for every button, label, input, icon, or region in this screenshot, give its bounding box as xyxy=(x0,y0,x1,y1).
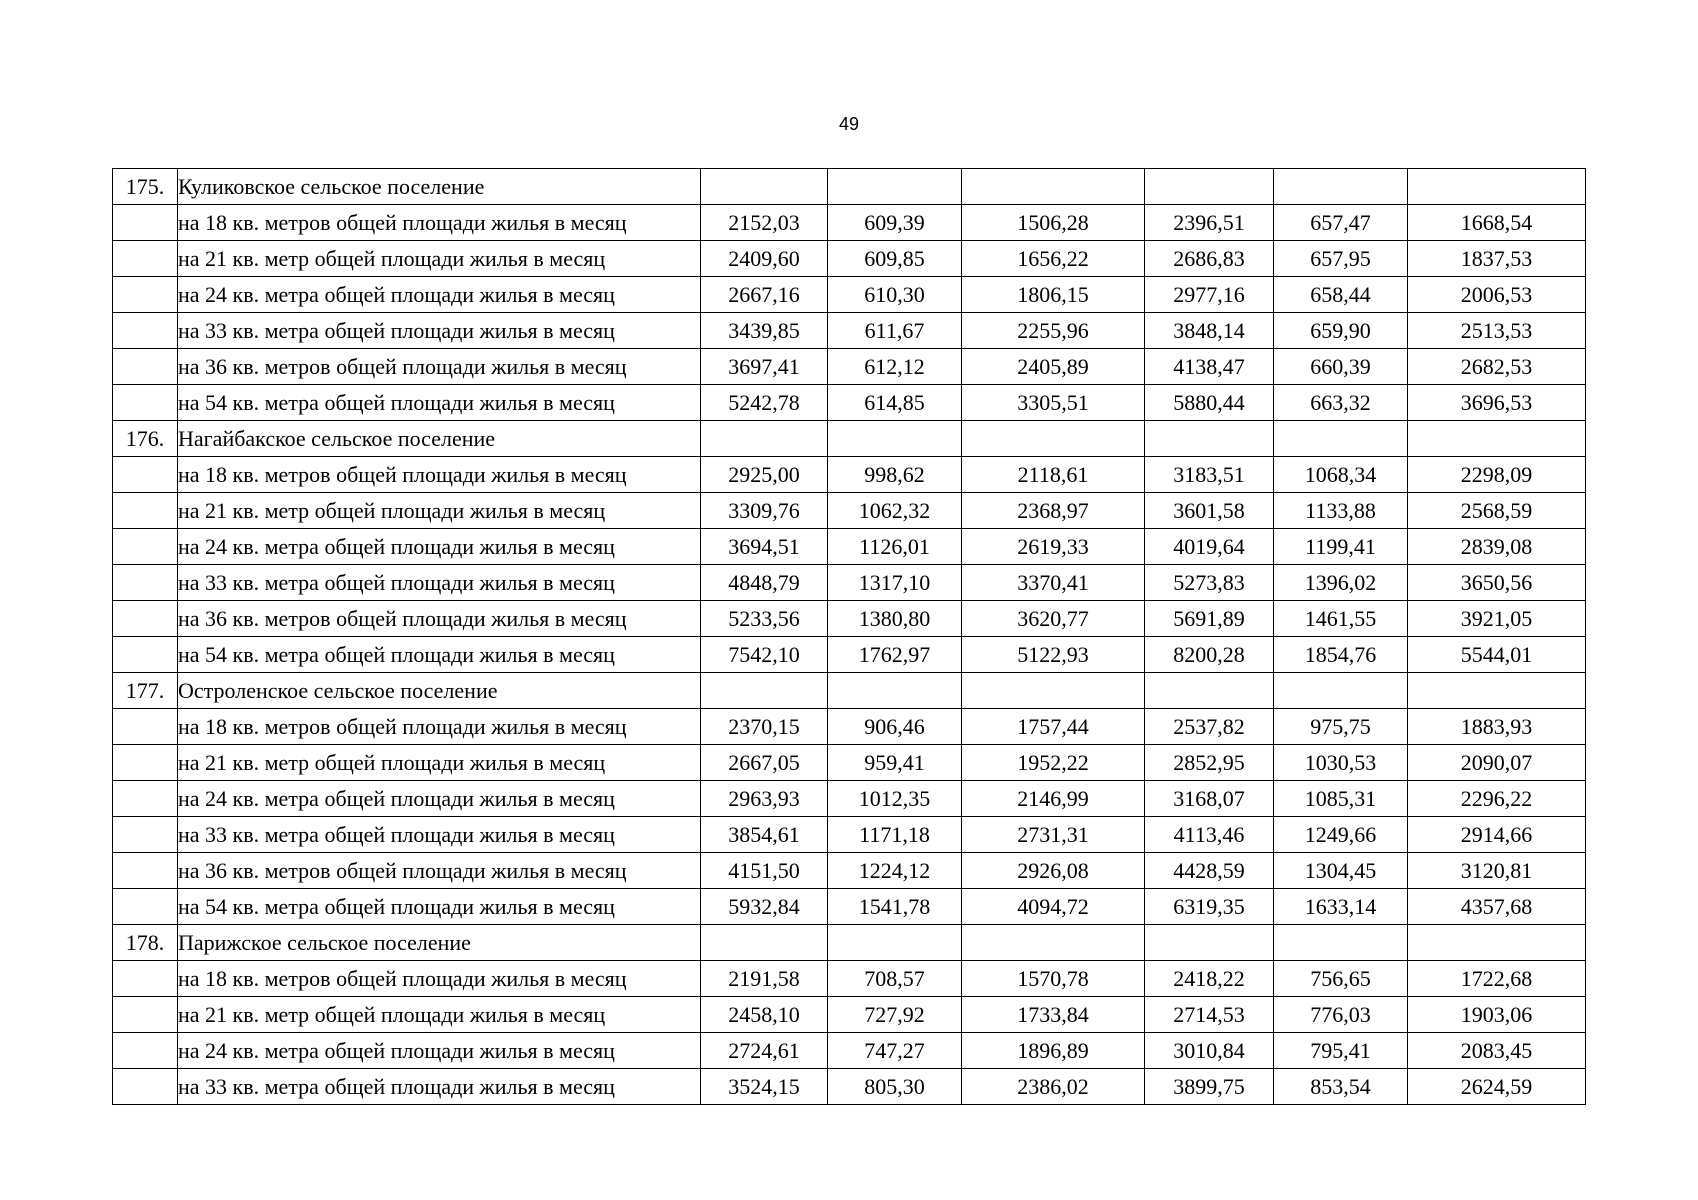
value-cell: 1317,10 xyxy=(828,565,962,601)
value-cell: 1030,53 xyxy=(1274,745,1408,781)
table-row xyxy=(113,349,1586,385)
empty-cell xyxy=(1408,673,1586,709)
empty-cell xyxy=(1274,925,1408,961)
value-cell: 2090,07 xyxy=(1408,745,1586,781)
value-cell: 1633,14 xyxy=(1274,889,1408,925)
value-cell: 4357,68 xyxy=(1408,889,1586,925)
empty-cell xyxy=(1408,925,1586,961)
value-cell: 1903,06 xyxy=(1408,997,1586,1033)
value-cell: 3010,84 xyxy=(1145,1033,1274,1069)
value-cell: 2926,08 xyxy=(962,853,1145,889)
value-cell: 5273,83 xyxy=(1145,565,1274,601)
table-row xyxy=(113,277,1586,313)
value-cell: 4428,59 xyxy=(1145,853,1274,889)
value-cell: 1896,89 xyxy=(962,1033,1145,1069)
empty-cell xyxy=(701,421,828,457)
row-label: на 33 кв. метра общей площади жилья в месяц xyxy=(178,817,701,853)
value-cell: 3848,14 xyxy=(1145,313,1274,349)
value-cell: 1506,28 xyxy=(962,205,1145,241)
value-cell: 5880,44 xyxy=(1145,385,1274,421)
settlement-header-row xyxy=(113,421,1586,457)
value-cell: 660,39 xyxy=(1274,349,1408,385)
empty-cell xyxy=(701,673,828,709)
value-cell: 2255,96 xyxy=(962,313,1145,349)
value-cell: 1126,01 xyxy=(828,529,962,565)
row-number: 177. xyxy=(113,673,178,709)
value-cell: 2370,15 xyxy=(701,709,828,745)
value-cell: 2396,51 xyxy=(1145,205,1274,241)
value-cell: 2191,58 xyxy=(701,961,828,997)
value-cell: 756,65 xyxy=(1274,961,1408,997)
empty-cell xyxy=(828,925,962,961)
value-cell: 3370,41 xyxy=(962,565,1145,601)
value-cell: 1541,78 xyxy=(828,889,962,925)
value-cell: 1762,97 xyxy=(828,637,962,673)
value-cell: 3694,51 xyxy=(701,529,828,565)
row-label: на 18 кв. метров общей площади жилья в месяц xyxy=(178,709,701,745)
empty-number-cell xyxy=(113,493,178,529)
value-cell: 1656,22 xyxy=(962,241,1145,277)
value-cell: 2418,22 xyxy=(1145,961,1274,997)
empty-cell xyxy=(1145,925,1274,961)
table-row xyxy=(113,997,1586,1033)
value-cell: 747,27 xyxy=(828,1033,962,1069)
row-label: на 18 кв. метров общей площади жилья в месяц xyxy=(178,961,701,997)
table-row xyxy=(113,565,1586,601)
empty-cell xyxy=(1274,169,1408,205)
value-cell: 1085,31 xyxy=(1274,781,1408,817)
value-cell: 5122,93 xyxy=(962,637,1145,673)
table-row xyxy=(113,1033,1586,1069)
value-cell: 975,75 xyxy=(1274,709,1408,745)
settlement-name: Куликовское сельское поселение xyxy=(178,169,701,205)
table-row xyxy=(113,961,1586,997)
value-cell: 2686,83 xyxy=(1145,241,1274,277)
empty-cell xyxy=(962,421,1145,457)
table-row xyxy=(113,637,1586,673)
value-cell: 2118,61 xyxy=(962,457,1145,493)
table-row xyxy=(113,1069,1586,1105)
value-cell: 4019,64 xyxy=(1145,529,1274,565)
settlement-name: Парижское сельское поселение xyxy=(178,925,701,961)
value-cell: 663,32 xyxy=(1274,385,1408,421)
settlement-name: Остроленское сельское поселение xyxy=(178,673,701,709)
row-label: на 21 кв. метр общей площади жилья в месяц xyxy=(178,745,701,781)
table-row xyxy=(113,205,1586,241)
value-cell: 609,39 xyxy=(828,205,962,241)
row-label: на 21 кв. метр общей площади жилья в месяц xyxy=(178,241,701,277)
value-cell: 2667,05 xyxy=(701,745,828,781)
row-label: на 54 кв. метра общей площади жилья в месяц xyxy=(178,637,701,673)
value-cell: 2296,22 xyxy=(1408,781,1586,817)
empty-number-cell xyxy=(113,601,178,637)
value-cell: 3697,41 xyxy=(701,349,828,385)
value-cell: 2405,89 xyxy=(962,349,1145,385)
value-cell: 2083,45 xyxy=(1408,1033,1586,1069)
value-cell: 3696,53 xyxy=(1408,385,1586,421)
value-cell: 3439,85 xyxy=(701,313,828,349)
value-cell: 1068,34 xyxy=(1274,457,1408,493)
value-cell: 8200,28 xyxy=(1145,637,1274,673)
table-body xyxy=(113,169,1586,1105)
empty-cell xyxy=(962,169,1145,205)
value-cell: 2146,99 xyxy=(962,781,1145,817)
settlement-name: Нагайбакское сельское поселение xyxy=(178,421,701,457)
empty-cell xyxy=(1408,169,1586,205)
value-cell: 1461,55 xyxy=(1274,601,1408,637)
row-label: на 24 кв. метра общей площади жилья в месяц xyxy=(178,529,701,565)
table-row xyxy=(113,853,1586,889)
value-cell: 2724,61 xyxy=(701,1033,828,1069)
value-cell: 5932,84 xyxy=(701,889,828,925)
value-cell: 4151,50 xyxy=(701,853,828,889)
empty-number-cell xyxy=(113,637,178,673)
value-cell: 4138,47 xyxy=(1145,349,1274,385)
value-cell: 2925,00 xyxy=(701,457,828,493)
value-cell: 2667,16 xyxy=(701,277,828,313)
empty-number-cell xyxy=(113,745,178,781)
row-number: 178. xyxy=(113,925,178,961)
value-cell: 1304,45 xyxy=(1274,853,1408,889)
row-label: на 18 кв. метров общей площади жилья в месяц xyxy=(178,457,701,493)
value-cell: 2537,82 xyxy=(1145,709,1274,745)
empty-cell xyxy=(1274,673,1408,709)
value-cell: 610,30 xyxy=(828,277,962,313)
value-cell: 614,85 xyxy=(828,385,962,421)
empty-number-cell xyxy=(113,997,178,1033)
row-label: на 36 кв. метров общей площади жилья в месяц xyxy=(178,601,701,637)
value-cell: 611,67 xyxy=(828,313,962,349)
value-cell: 658,44 xyxy=(1274,277,1408,313)
value-cell: 3305,51 xyxy=(962,385,1145,421)
empty-cell xyxy=(1145,421,1274,457)
value-cell: 4848,79 xyxy=(701,565,828,601)
table-row xyxy=(113,745,1586,781)
value-cell: 3524,15 xyxy=(701,1069,828,1105)
value-cell: 2409,60 xyxy=(701,241,828,277)
value-cell: 1806,15 xyxy=(962,277,1145,313)
empty-cell xyxy=(1274,421,1408,457)
empty-number-cell xyxy=(113,205,178,241)
value-cell: 3183,51 xyxy=(1145,457,1274,493)
value-cell: 2839,08 xyxy=(1408,529,1586,565)
value-cell: 906,46 xyxy=(828,709,962,745)
value-cell: 2977,16 xyxy=(1145,277,1274,313)
empty-number-cell xyxy=(113,1033,178,1069)
value-cell: 853,54 xyxy=(1274,1069,1408,1105)
table-row xyxy=(113,817,1586,853)
value-cell: 4094,72 xyxy=(962,889,1145,925)
row-label: на 33 кв. метра общей площади жилья в месяц xyxy=(178,313,701,349)
value-cell: 1952,22 xyxy=(962,745,1145,781)
row-label: на 18 кв. метров общей площади жилья в месяц xyxy=(178,205,701,241)
row-label: на 36 кв. метров общей площади жилья в месяц xyxy=(178,853,701,889)
empty-number-cell xyxy=(113,457,178,493)
empty-cell xyxy=(828,673,962,709)
value-cell: 2714,53 xyxy=(1145,997,1274,1033)
table-row xyxy=(113,385,1586,421)
empty-cell xyxy=(828,421,962,457)
value-cell: 6319,35 xyxy=(1145,889,1274,925)
table-row xyxy=(113,889,1586,925)
value-cell: 2682,53 xyxy=(1408,349,1586,385)
table-row xyxy=(113,601,1586,637)
row-label: на 54 кв. метра общей площади жилья в месяц xyxy=(178,385,701,421)
row-label: на 33 кв. метра общей площади жилья в месяц xyxy=(178,1069,701,1105)
value-cell: 3601,58 xyxy=(1145,493,1274,529)
table-row xyxy=(113,529,1586,565)
value-cell: 2386,02 xyxy=(962,1069,1145,1105)
empty-number-cell xyxy=(113,853,178,889)
value-cell: 805,30 xyxy=(828,1069,962,1105)
value-cell: 659,90 xyxy=(1274,313,1408,349)
value-cell: 1249,66 xyxy=(1274,817,1408,853)
table-row xyxy=(113,313,1586,349)
value-cell: 3854,61 xyxy=(701,817,828,853)
empty-cell xyxy=(1408,421,1586,457)
value-cell: 1570,78 xyxy=(962,961,1145,997)
value-cell: 2298,09 xyxy=(1408,457,1586,493)
value-cell: 1224,12 xyxy=(828,853,962,889)
table-row xyxy=(113,457,1586,493)
value-cell: 2458,10 xyxy=(701,997,828,1033)
row-label: на 21 кв. метр общей площади жилья в месяц xyxy=(178,997,701,1033)
value-cell: 3650,56 xyxy=(1408,565,1586,601)
value-cell: 3899,75 xyxy=(1145,1069,1274,1105)
value-cell: 4113,46 xyxy=(1145,817,1274,853)
value-cell: 2568,59 xyxy=(1408,493,1586,529)
value-cell: 1062,32 xyxy=(828,493,962,529)
value-cell: 657,95 xyxy=(1274,241,1408,277)
empty-number-cell xyxy=(113,1069,178,1105)
value-cell: 1396,02 xyxy=(1274,565,1408,601)
empty-number-cell xyxy=(113,781,178,817)
empty-number-cell xyxy=(113,889,178,925)
empty-number-cell xyxy=(113,529,178,565)
value-cell: 5242,78 xyxy=(701,385,828,421)
empty-number-cell xyxy=(113,241,178,277)
value-cell: 795,41 xyxy=(1274,1033,1408,1069)
table-row xyxy=(113,493,1586,529)
empty-number-cell xyxy=(113,565,178,601)
value-cell: 998,62 xyxy=(828,457,962,493)
value-cell: 776,03 xyxy=(1274,997,1408,1033)
row-label: на 21 кв. метр общей площади жилья в месяц xyxy=(178,493,701,529)
value-cell: 2368,97 xyxy=(962,493,1145,529)
empty-cell xyxy=(962,673,1145,709)
table-row xyxy=(113,709,1586,745)
row-label: на 24 кв. метра общей площади жилья в месяц xyxy=(178,781,701,817)
row-label: на 24 кв. метра общей площади жилья в месяц xyxy=(178,1033,701,1069)
value-cell: 657,47 xyxy=(1274,205,1408,241)
value-cell: 1883,93 xyxy=(1408,709,1586,745)
value-cell: 1757,44 xyxy=(962,709,1145,745)
empty-cell xyxy=(1145,673,1274,709)
empty-number-cell xyxy=(113,961,178,997)
value-cell: 612,12 xyxy=(828,349,962,385)
row-label: на 33 кв. метра общей площади жилья в месяц xyxy=(178,565,701,601)
value-cell: 1854,76 xyxy=(1274,637,1408,673)
empty-cell xyxy=(701,169,828,205)
value-cell: 1133,88 xyxy=(1274,493,1408,529)
value-cell: 3309,76 xyxy=(701,493,828,529)
settlement-header-row xyxy=(113,673,1586,709)
value-cell: 5691,89 xyxy=(1145,601,1274,637)
value-cell: 1171,18 xyxy=(828,817,962,853)
value-cell: 727,92 xyxy=(828,997,962,1033)
value-cell: 1668,54 xyxy=(1408,205,1586,241)
table-row xyxy=(113,781,1586,817)
value-cell: 2731,31 xyxy=(962,817,1145,853)
value-cell: 5544,01 xyxy=(1408,637,1586,673)
row-number: 175. xyxy=(113,169,178,205)
empty-number-cell xyxy=(113,277,178,313)
row-label: на 54 кв. метра общей площади жилья в месяц xyxy=(178,889,701,925)
value-cell: 1837,53 xyxy=(1408,241,1586,277)
value-cell: 2914,66 xyxy=(1408,817,1586,853)
value-cell: 3120,81 xyxy=(1408,853,1586,889)
value-cell: 708,57 xyxy=(828,961,962,997)
value-cell: 2006,53 xyxy=(1408,277,1586,313)
value-cell: 2152,03 xyxy=(701,205,828,241)
page-number: 49 xyxy=(838,114,860,134)
value-cell: 3168,07 xyxy=(1145,781,1274,817)
empty-number-cell xyxy=(113,313,178,349)
empty-number-cell xyxy=(113,385,178,421)
value-cell: 959,41 xyxy=(828,745,962,781)
value-cell: 1012,35 xyxy=(828,781,962,817)
empty-cell xyxy=(828,169,962,205)
empty-cell xyxy=(962,925,1145,961)
settlement-header-row xyxy=(113,925,1586,961)
value-cell: 1722,68 xyxy=(1408,961,1586,997)
value-cell: 609,85 xyxy=(828,241,962,277)
value-cell: 1199,41 xyxy=(1274,529,1408,565)
empty-cell xyxy=(701,925,828,961)
value-cell: 7542,10 xyxy=(701,637,828,673)
empty-cell xyxy=(1145,169,1274,205)
empty-number-cell xyxy=(113,709,178,745)
empty-number-cell xyxy=(113,817,178,853)
table-row xyxy=(113,241,1586,277)
value-cell: 5233,56 xyxy=(701,601,828,637)
empty-number-cell xyxy=(113,349,178,385)
value-cell: 2619,33 xyxy=(962,529,1145,565)
row-label: на 36 кв. метров общей площади жилья в месяц xyxy=(178,349,701,385)
tariff-table xyxy=(112,168,1586,1105)
value-cell: 2963,93 xyxy=(701,781,828,817)
value-cell: 2624,59 xyxy=(1408,1069,1586,1105)
value-cell: 2852,95 xyxy=(1145,745,1274,781)
settlement-header-row xyxy=(113,169,1586,205)
value-cell: 3620,77 xyxy=(962,601,1145,637)
row-label: на 24 кв. метра общей площади жилья в месяц xyxy=(178,277,701,313)
row-number: 176. xyxy=(113,421,178,457)
value-cell: 1733,84 xyxy=(962,997,1145,1033)
value-cell: 2513,53 xyxy=(1408,313,1586,349)
value-cell: 3921,05 xyxy=(1408,601,1586,637)
value-cell: 1380,80 xyxy=(828,601,962,637)
